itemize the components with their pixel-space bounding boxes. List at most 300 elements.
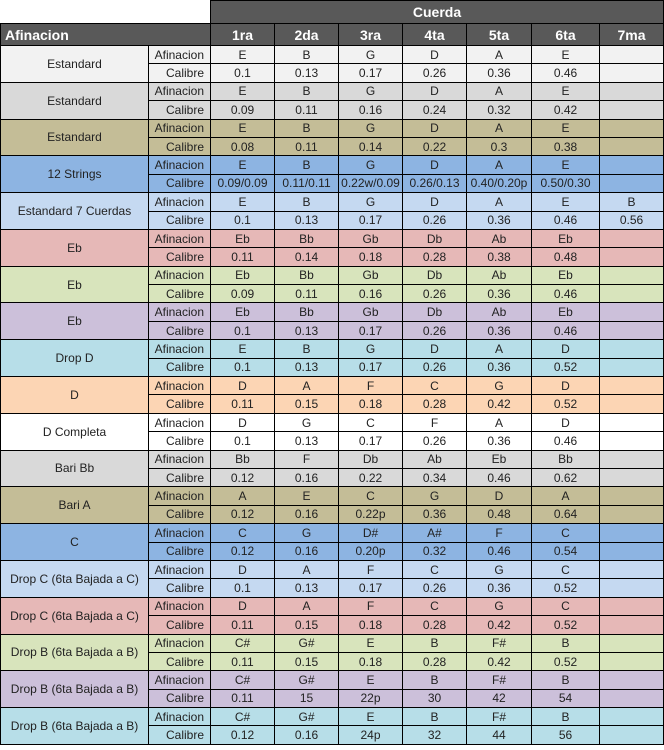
tuning-row bbox=[1, 266, 664, 284]
tuning-note-cell: G bbox=[275, 524, 339, 542]
tuning-name: Drop C (6ta Bajada a C) bbox=[1, 597, 149, 634]
gauge-value-cell: 0.52 bbox=[532, 652, 600, 670]
calibre-label: Calibre bbox=[149, 101, 211, 119]
tuning-row bbox=[1, 560, 664, 578]
calibre-label: Calibre bbox=[149, 64, 211, 82]
gauge-value-cell: 0.17 bbox=[339, 321, 403, 339]
afinacion-label: Afinacion bbox=[149, 708, 211, 726]
calibre-label: Calibre bbox=[149, 285, 211, 303]
header-title: Cuerda bbox=[211, 1, 664, 24]
calibre-label: Calibre bbox=[149, 616, 211, 634]
tuning-note-cell: Bb bbox=[211, 450, 275, 468]
gauge-value-cell: 22p bbox=[339, 689, 403, 707]
tuning-note-cell: B bbox=[403, 708, 467, 726]
afinacion-label: Afinacion bbox=[149, 303, 211, 321]
afinacion-label: Afinacion bbox=[149, 156, 211, 174]
tuning-note-cell bbox=[600, 119, 664, 137]
calibre-label: Calibre bbox=[149, 689, 211, 707]
tuning-name: D bbox=[1, 377, 149, 414]
tuning-note-cell: G bbox=[467, 560, 532, 578]
gauge-value-cell: 56 bbox=[532, 726, 600, 744]
tuning-note-cell: E bbox=[532, 193, 600, 211]
gauge-value-cell: 0.42 bbox=[467, 652, 532, 670]
afinacion-label: Afinacion bbox=[149, 597, 211, 615]
tuning-note-cell: E bbox=[211, 340, 275, 358]
tuning-note-cell bbox=[600, 82, 664, 100]
tuning-note-cell: E bbox=[211, 82, 275, 100]
gauge-value-cell: 0.1 bbox=[211, 579, 275, 597]
tuning-note-cell: B bbox=[403, 671, 467, 689]
tuning-note-cell: A bbox=[275, 377, 339, 395]
tuning-note-cell: Gb bbox=[339, 303, 403, 321]
calibre-label: Calibre bbox=[149, 505, 211, 523]
tuning-note-cell: G bbox=[339, 119, 403, 137]
gauge-value-cell: 0.12 bbox=[211, 542, 275, 560]
tuning-row bbox=[1, 708, 664, 726]
tuning-note-cell: G bbox=[275, 413, 339, 431]
tuning-note-cell: Eb bbox=[467, 450, 532, 468]
tuning-note-cell bbox=[600, 340, 664, 358]
tuning-note-cell: F bbox=[467, 524, 532, 542]
gauge-value-cell bbox=[600, 285, 664, 303]
gauge-value-cell: 0.46 bbox=[532, 64, 600, 82]
tuning-note-cell: F# bbox=[467, 708, 532, 726]
gauge-value-cell: 0.42 bbox=[467, 395, 532, 413]
tuning-name: Eb bbox=[1, 266, 149, 303]
gauge-value-cell: 0.16 bbox=[339, 101, 403, 119]
afinacion-label: Afinacion bbox=[149, 377, 211, 395]
tuning-note-cell: D bbox=[532, 340, 600, 358]
afinacion-label: Afinacion bbox=[149, 46, 211, 64]
tuning-note-cell: G# bbox=[275, 708, 339, 726]
tuning-note-cell: Eb bbox=[532, 266, 600, 284]
gauge-value-cell: 0.26 bbox=[403, 211, 467, 229]
gauge-value-cell: 0.13 bbox=[275, 64, 339, 82]
tuning-note-cell: B bbox=[403, 634, 467, 652]
tuning-note-cell: C bbox=[403, 597, 467, 615]
gauge-value-cell bbox=[600, 432, 664, 450]
gauge-value-cell: 0.12 bbox=[211, 505, 275, 523]
tuning-note-cell: C# bbox=[211, 634, 275, 652]
gauge-value-cell: 32 bbox=[403, 726, 467, 744]
gauge-value-cell: 0.1 bbox=[211, 321, 275, 339]
afinacion-label: Afinacion bbox=[149, 193, 211, 211]
calibre-label: Calibre bbox=[149, 542, 211, 560]
calibre-label: Calibre bbox=[149, 174, 211, 192]
tuning-row bbox=[1, 82, 664, 100]
tuning-note-cell: D bbox=[403, 156, 467, 174]
tuning-note-cell: D bbox=[211, 377, 275, 395]
tuning-note-cell: E bbox=[211, 193, 275, 211]
tuning-note-cell bbox=[600, 229, 664, 247]
tuning-note-cell: A bbox=[467, 119, 532, 137]
tuning-name: Drop B (6ta Bajada a B) bbox=[1, 708, 149, 745]
gauge-value-cell: 44 bbox=[467, 726, 532, 744]
tuning-note-cell: C bbox=[211, 524, 275, 542]
gauge-value-cell: 0.28 bbox=[403, 616, 467, 634]
tuning-note-cell: E bbox=[211, 156, 275, 174]
tuning-note-cell: F bbox=[339, 597, 403, 615]
gauge-value-cell bbox=[600, 137, 664, 155]
calibre-label: Calibre bbox=[149, 652, 211, 670]
tuning-note-cell: Ab bbox=[467, 266, 532, 284]
tuning-note-cell: C bbox=[532, 524, 600, 542]
tuning-note-cell: E bbox=[339, 634, 403, 652]
tuning-row bbox=[1, 450, 664, 468]
gauge-value-cell: 0.36 bbox=[403, 505, 467, 523]
tuning-row bbox=[1, 156, 664, 174]
header-string-3: 3ra bbox=[339, 24, 403, 46]
gauge-value-cell bbox=[600, 358, 664, 376]
gauge-value-cell bbox=[600, 101, 664, 119]
tuning-note-cell: A bbox=[467, 46, 532, 64]
gauge-value-cell: 0.11 bbox=[275, 137, 339, 155]
tuning-note-cell: E bbox=[532, 119, 600, 137]
gauge-value-cell bbox=[600, 579, 664, 597]
tuning-name: Drop B (6ta Bajada a B) bbox=[1, 634, 149, 671]
gauge-value-cell: 0.13 bbox=[275, 358, 339, 376]
gauge-value-cell: 0.26 bbox=[403, 321, 467, 339]
tuning-note-cell: D bbox=[403, 119, 467, 137]
tuning-note-cell: D bbox=[211, 413, 275, 431]
gauge-value-cell: 0.32 bbox=[467, 101, 532, 119]
gauge-value-cell: 54 bbox=[532, 689, 600, 707]
tuning-note-cell: A bbox=[275, 560, 339, 578]
tuning-note-cell: C# bbox=[211, 671, 275, 689]
tuning-note-cell: Eb bbox=[211, 229, 275, 247]
tuning-note-cell: F bbox=[275, 450, 339, 468]
tuning-note-cell: A# bbox=[403, 524, 467, 542]
tuning-note-cell bbox=[600, 524, 664, 542]
tuning-note-cell: Eb bbox=[211, 303, 275, 321]
gauge-value-cell: 0.52 bbox=[532, 616, 600, 634]
tuning-note-cell: C bbox=[532, 597, 600, 615]
tuning-note-cell: F bbox=[339, 560, 403, 578]
gauge-value-cell: 0.13 bbox=[275, 432, 339, 450]
tuning-note-cell: D bbox=[403, 340, 467, 358]
tuning-note-cell: Db bbox=[403, 229, 467, 247]
tuning-note-cell: Ab bbox=[403, 450, 467, 468]
calibre-label: Calibre bbox=[149, 432, 211, 450]
tuning-note-cell: F bbox=[339, 377, 403, 395]
tuning-note-cell: G bbox=[339, 193, 403, 211]
gauge-value-cell bbox=[600, 468, 664, 486]
header-afinacion: Afinacion bbox=[1, 24, 211, 46]
gauge-value-cell: 0.18 bbox=[339, 395, 403, 413]
tuning-name: Bari A bbox=[1, 487, 149, 524]
tuning-note-cell: F bbox=[403, 413, 467, 431]
gauge-value-cell: 0.16 bbox=[275, 505, 339, 523]
tuning-note-cell: D bbox=[467, 487, 532, 505]
gauge-value-cell: 0.1 bbox=[211, 64, 275, 82]
calibre-label: Calibre bbox=[149, 358, 211, 376]
tuning-note-cell: A bbox=[211, 487, 275, 505]
afinacion-label: Afinacion bbox=[149, 413, 211, 431]
tuning-note-cell: C# bbox=[211, 708, 275, 726]
gauge-value-cell: 0.16 bbox=[275, 726, 339, 744]
tuning-note-cell bbox=[600, 266, 664, 284]
tuning-note-cell: D# bbox=[339, 524, 403, 542]
tuning-note-cell: E bbox=[211, 119, 275, 137]
tuning-name: Drop D bbox=[1, 340, 149, 377]
tuning-note-cell: A bbox=[467, 413, 532, 431]
gauge-value-cell: 0.11 bbox=[211, 689, 275, 707]
tuning-note-cell: Eb bbox=[532, 303, 600, 321]
tuning-note-cell: G bbox=[339, 340, 403, 358]
gauge-value-cell: 0.28 bbox=[403, 395, 467, 413]
tuning-note-cell: B bbox=[275, 82, 339, 100]
calibre-label: Calibre bbox=[149, 579, 211, 597]
header-string-2: 2da bbox=[275, 24, 339, 46]
tuning-note-cell: A bbox=[467, 340, 532, 358]
tuning-note-cell: E bbox=[339, 671, 403, 689]
gauge-value-cell: 0.16 bbox=[275, 468, 339, 486]
gauge-value-cell: 0.09 bbox=[211, 285, 275, 303]
header-string-4: 4ta bbox=[403, 24, 467, 46]
tuning-note-cell bbox=[600, 450, 664, 468]
gauge-value-cell: 0.22w/0.09 bbox=[339, 174, 403, 192]
gauge-value-cell: 0.11 bbox=[211, 652, 275, 670]
gauge-value-cell: 0.14 bbox=[339, 137, 403, 155]
tuning-note-cell: B bbox=[532, 634, 600, 652]
tuning-note-cell: E bbox=[275, 487, 339, 505]
tuning-row bbox=[1, 413, 664, 431]
tuning-note-cell: Gb bbox=[339, 229, 403, 247]
gauge-value-cell: 42 bbox=[467, 689, 532, 707]
gauge-value-cell: 0.48 bbox=[532, 248, 600, 266]
gauge-value-cell: 0.34 bbox=[403, 468, 467, 486]
calibre-label: Calibre bbox=[149, 321, 211, 339]
gauge-value-cell bbox=[600, 248, 664, 266]
tuning-name: C bbox=[1, 524, 149, 561]
gauge-value-cell bbox=[600, 64, 664, 82]
gauge-value-cell bbox=[600, 542, 664, 560]
tuning-note-cell: Db bbox=[339, 450, 403, 468]
gauge-value-cell: 0.11 bbox=[211, 395, 275, 413]
tuning-row bbox=[1, 597, 664, 615]
gauge-value-cell: 0.17 bbox=[339, 64, 403, 82]
gauge-value-cell bbox=[600, 321, 664, 339]
gauge-value-cell: 0.09/0.09 bbox=[211, 174, 275, 192]
gauge-value-cell: 24p bbox=[339, 726, 403, 744]
gauge-value-cell: 0.09 bbox=[211, 101, 275, 119]
tuning-note-cell: A bbox=[467, 82, 532, 100]
tuning-note-cell bbox=[600, 671, 664, 689]
gauge-value-cell: 0.11 bbox=[211, 616, 275, 634]
tuning-note-cell bbox=[600, 413, 664, 431]
gauge-value-cell: 0.28 bbox=[403, 248, 467, 266]
gauge-value-cell: 0.42 bbox=[532, 101, 600, 119]
tuning-name: Eb bbox=[1, 229, 149, 266]
tuning-note-cell: C bbox=[532, 560, 600, 578]
afinacion-label: Afinacion bbox=[149, 119, 211, 137]
tuning-note-cell: E bbox=[532, 46, 600, 64]
tuning-note-cell: B bbox=[532, 671, 600, 689]
tuning-note-cell: G bbox=[339, 156, 403, 174]
tuning-row bbox=[1, 303, 664, 321]
gauge-value-cell: 0.46 bbox=[532, 321, 600, 339]
gauge-value-cell bbox=[600, 726, 664, 744]
tuning-note-cell: Gb bbox=[339, 266, 403, 284]
gauge-value-cell: 0.62 bbox=[532, 468, 600, 486]
gauge-value-cell: 0.11 bbox=[275, 101, 339, 119]
calibre-label: Calibre bbox=[149, 248, 211, 266]
gauge-value-cell: 0.3 bbox=[467, 137, 532, 155]
tuning-note-cell: E bbox=[211, 46, 275, 64]
gauge-value-cell: 0.11 bbox=[275, 285, 339, 303]
header-string-5: 5ta bbox=[467, 24, 532, 46]
gauge-value-cell: 0.26 bbox=[403, 358, 467, 376]
gauge-value-cell bbox=[600, 689, 664, 707]
gauge-value-cell: 0.11 bbox=[211, 248, 275, 266]
tuning-note-cell: C bbox=[403, 560, 467, 578]
gauge-value-cell: 0.1 bbox=[211, 211, 275, 229]
tuning-note-cell: E bbox=[532, 156, 600, 174]
tuning-note-cell: B bbox=[275, 193, 339, 211]
gauge-value-cell: 0.15 bbox=[275, 616, 339, 634]
tuning-note-cell bbox=[600, 634, 664, 652]
tuning-note-cell: B bbox=[532, 708, 600, 726]
gauge-value-cell: 0.17 bbox=[339, 358, 403, 376]
tuning-note-cell: G bbox=[467, 377, 532, 395]
afinacion-label: Afinacion bbox=[149, 266, 211, 284]
tuning-name: Drop C (6ta Bajada a C) bbox=[1, 560, 149, 597]
gauge-value-cell: 0.38 bbox=[467, 248, 532, 266]
gauge-value-cell: 0.26 bbox=[403, 432, 467, 450]
gauge-value-cell: 0.12 bbox=[211, 468, 275, 486]
gauge-value-cell: 0.16 bbox=[339, 285, 403, 303]
gauge-value-cell: 0.52 bbox=[532, 395, 600, 413]
tuning-note-cell: D bbox=[403, 82, 467, 100]
gauge-value-cell: 0.22 bbox=[339, 468, 403, 486]
tuning-note-cell: A bbox=[275, 597, 339, 615]
tuning-note-cell: C bbox=[403, 377, 467, 395]
tuning-name: Estandard bbox=[1, 119, 149, 156]
tuning-note-cell: D bbox=[211, 597, 275, 615]
gauge-value-cell: 0.12 bbox=[211, 726, 275, 744]
gauge-value-cell: 0.17 bbox=[339, 432, 403, 450]
tuning-row bbox=[1, 377, 664, 395]
gauge-value-cell: 0.11/0.11 bbox=[275, 174, 339, 192]
afinacion-label: Afinacion bbox=[149, 340, 211, 358]
tuning-note-cell: B bbox=[275, 46, 339, 64]
tuning-note-cell: Bb bbox=[275, 229, 339, 247]
gauge-value-cell bbox=[600, 652, 664, 670]
afinacion-label: Afinacion bbox=[149, 82, 211, 100]
gauge-value-cell: 0.1 bbox=[211, 432, 275, 450]
tuning-note-cell: F# bbox=[467, 634, 532, 652]
tuning-note-cell: Db bbox=[403, 266, 467, 284]
tuning-note-cell: D bbox=[403, 193, 467, 211]
tuning-note-cell: A bbox=[467, 193, 532, 211]
header-string-1: 1ra bbox=[211, 24, 275, 46]
gauge-value-cell: 0.56 bbox=[600, 211, 664, 229]
gauge-value-cell: 0.26 bbox=[403, 285, 467, 303]
gauge-value-cell: 0.42 bbox=[467, 616, 532, 634]
tuning-name: Estandard bbox=[1, 46, 149, 83]
gauge-value-cell: 0.18 bbox=[339, 616, 403, 634]
tuning-note-cell bbox=[600, 597, 664, 615]
gauge-value-cell: 0.16 bbox=[275, 542, 339, 560]
afinacion-label: Afinacion bbox=[149, 487, 211, 505]
gauge-value-cell bbox=[600, 174, 664, 192]
tuning-note-cell: A bbox=[467, 156, 532, 174]
tuning-note-cell bbox=[600, 156, 664, 174]
gauge-value-cell: 0.20p bbox=[339, 542, 403, 560]
tuning-name: Eb bbox=[1, 303, 149, 340]
tuning-note-cell: D bbox=[403, 46, 467, 64]
tuning-row bbox=[1, 229, 664, 247]
gauge-value-cell: 15 bbox=[275, 689, 339, 707]
gauge-value-cell: 0.46 bbox=[532, 285, 600, 303]
gauge-value-cell: 0.36 bbox=[467, 321, 532, 339]
gauge-value-cell: 0.46 bbox=[532, 432, 600, 450]
calibre-label: Calibre bbox=[149, 468, 211, 486]
tuning-note-cell bbox=[600, 487, 664, 505]
tuning-note-cell bbox=[600, 303, 664, 321]
tuning-note-cell: Ab bbox=[467, 229, 532, 247]
table-body bbox=[1, 46, 664, 745]
tuning-note-cell: Db bbox=[403, 303, 467, 321]
tuning-note-cell: Eb bbox=[532, 229, 600, 247]
tuning-name: 12 Strings bbox=[1, 156, 149, 193]
gauge-value-cell: 0.36 bbox=[467, 285, 532, 303]
gauge-value-cell: 0.13 bbox=[275, 211, 339, 229]
tuning-note-cell: Bb bbox=[275, 303, 339, 321]
tuning-note-cell: B bbox=[275, 156, 339, 174]
gauge-value-cell: 0.17 bbox=[339, 579, 403, 597]
gauge-value-cell: 0.64 bbox=[532, 505, 600, 523]
calibre-label: Calibre bbox=[149, 137, 211, 155]
tuning-note-cell: G bbox=[339, 82, 403, 100]
afinacion-label: Afinacion bbox=[149, 560, 211, 578]
gauge-value-cell: 30 bbox=[403, 689, 467, 707]
gauge-value-cell: 0.13 bbox=[275, 321, 339, 339]
gauge-value-cell: 0.13 bbox=[275, 579, 339, 597]
gauge-value-cell: 0.40/0.20p bbox=[467, 174, 532, 192]
calibre-label: Calibre bbox=[149, 211, 211, 229]
gauge-value-cell: 0.50/0.30 bbox=[532, 174, 600, 192]
header-string-6: 6ta bbox=[532, 24, 600, 46]
tuning-note-cell: D bbox=[532, 413, 600, 431]
tuning-note-cell: Bb bbox=[532, 450, 600, 468]
gauge-value-cell: 0.52 bbox=[532, 358, 600, 376]
tuning-note-cell bbox=[600, 560, 664, 578]
gauge-value-cell: 0.14 bbox=[275, 248, 339, 266]
afinacion-label: Afinacion bbox=[149, 671, 211, 689]
gauge-value-cell: 0.36 bbox=[467, 358, 532, 376]
gauge-value-cell: 0.15 bbox=[275, 395, 339, 413]
gauge-value-cell: 0.36 bbox=[467, 432, 532, 450]
gauge-value-cell: 0.22 bbox=[403, 137, 467, 155]
gauge-value-cell: 0.26/0.13 bbox=[403, 174, 467, 192]
tuning-note-cell: G bbox=[467, 597, 532, 615]
tuning-name: Bari Bb bbox=[1, 450, 149, 487]
gauge-value-cell: 0.36 bbox=[467, 211, 532, 229]
tuning-note-cell bbox=[600, 377, 664, 395]
gauge-value-cell: 0.08 bbox=[211, 137, 275, 155]
gauge-value-cell: 0.46 bbox=[467, 468, 532, 486]
gauge-value-cell: 0.38 bbox=[532, 137, 600, 155]
tuning-row bbox=[1, 634, 664, 652]
tuning-note-cell: G# bbox=[275, 634, 339, 652]
tuning-note-cell: Ab bbox=[467, 303, 532, 321]
tuning-note-cell: D bbox=[211, 560, 275, 578]
gauge-value-cell: 0.18 bbox=[339, 248, 403, 266]
gauge-value-cell: 0.46 bbox=[467, 542, 532, 560]
gauge-value-cell bbox=[600, 505, 664, 523]
tuning-note-cell: G bbox=[339, 46, 403, 64]
